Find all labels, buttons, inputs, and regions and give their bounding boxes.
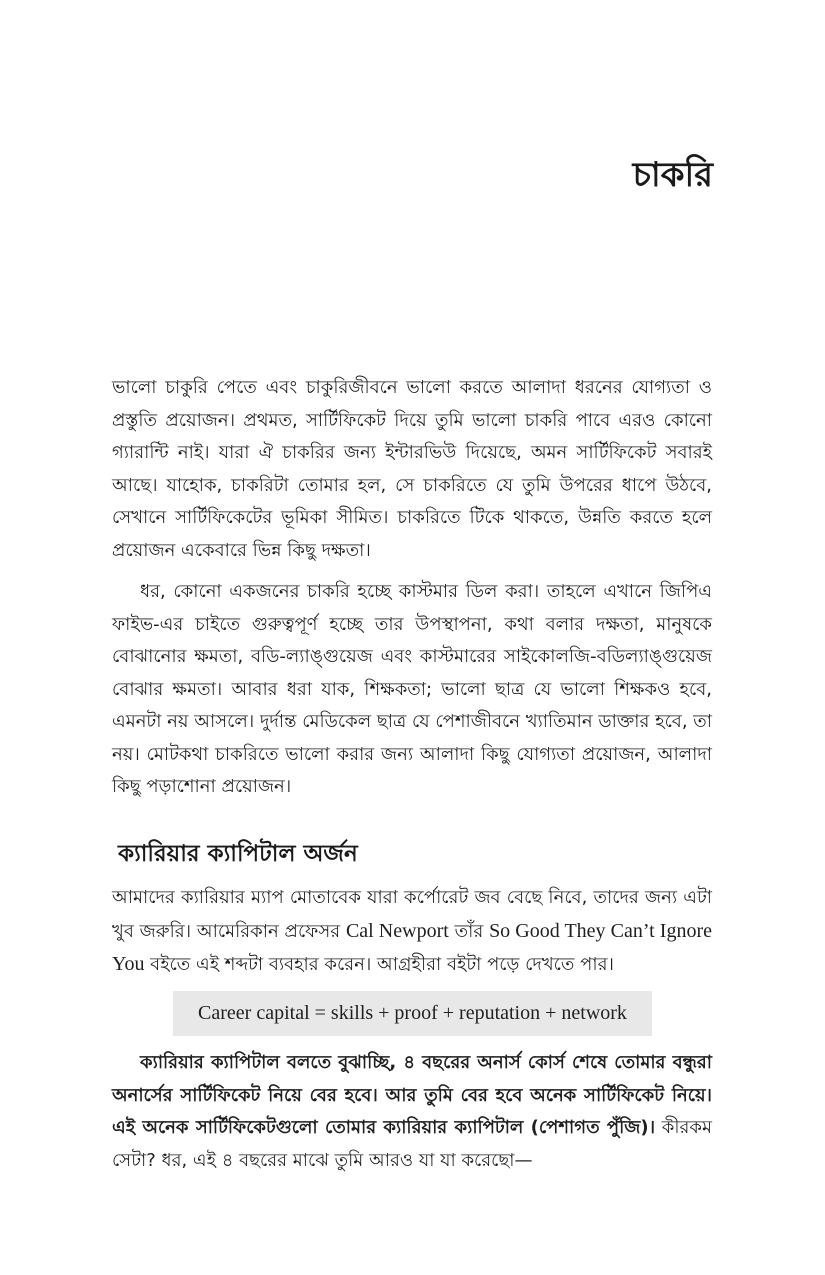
- formula-box: [173, 991, 652, 1036]
- intro-text-part3: বইতে এই শব্দটা ব্যবহার করেন। আগ্রহীরা বইটা পড়ে দেখতে পার।: [144, 954, 614, 975]
- intro-text-part2: তাঁর: [448, 920, 490, 942]
- paragraph-examples: ধর, কোনো একজনের চাকরি হচ্ছে কাস্টমার ডিল করা। তাহলে এখানে জিপিএ ফাইভ-এর চাইতে গুরুত্বপূর্ণ হচ্ছে তার উপস্থাপনা, কথা বলার দক্ষতা, মানুষকে বোঝানোর ক্ষমতা, বডি-ল্যাঙ্গুয়েজ এবং কাস্টমারের সাইকোলজি-বডিল্যাঙ্গুয়েজ বোঝার ক্ষমতা। আবার ধরা যাক, শিক্ষকতা; ভালো ছাত্র যে ভালো শিক্ষকও হবে, এমনটা নয় আসলে। দুর্দান্ত মেডিকেল ছাত্র যে পেশাজীবনে খ্যাতিমান ডাক্তার হবে, তা নয়। মোটকথা চাকরিতে ভালো করার জন্য আলাদা কিছু যোগ্যতা প্রয়োজন, আলাদা কিছু পড়াশোনা প্রয়োজন।: [112, 581, 712, 797]
- bold-explanation: ক্যারিয়ার ক্যাপিটাল বলতে বুঝাচ্ছি, ৪ বছরের অনার্স কোর্স শেষে তোমার বন্ধুরা অনার্সের সার্টিফিকেট নিয়ে বের হবে। আর তুমি বের হবে অনেক সার্টিফিকেট নিয়ে। এই অনেক সার্টিফিকেটগুলো তোমার ক্যারিয়ার ক্যাপিটাল (পেশাগত পুঁজি)।: [112, 1052, 712, 1138]
- paragraph-career-capital-intro: [112, 882, 712, 982]
- intro-text-part1: আমাদের ক্যারিয়ার ম্যাপ মোতাবেক যারা কর্পোরেট জব বেছে নিবে, তাদের জন্য এটা খুব জরুরি। আমেরিকান প্রফেসর: [112, 887, 712, 942]
- paragraph-intro: ভালো চাকুরি পেতে এবং চাকুরিজীবনে ভালো করতে আলাদা ধরনের যোগ্যতা ও প্রস্তুতি প্রয়োজন। প্রথমত, সার্টিফিকেট দিয়ে তুমি ভালো চাকরি পাবে এরও কোনো গ্যারান্টি নাই। যারা ঐ চাকরির জন্য ইন্টারভিউ দিয়েছে, অমন সার্টিফিকেট সবারই আছে। যাহোক, চাকরিটা তোমার হল, সে চাকরিতে যে তুমি উপরের ধাপে উঠবে, সেখানে সার্টিফিকেটের ভূমিকা সীমিত। চাকরিতে টিকে থাকতে, উন্নতি করতে হলে প্রয়োজন একেবারে ভিন্ন কিছু দক্ষতা।: [112, 377, 712, 561]
- book-title: So Good They Can’t Ignore You: [112, 919, 712, 975]
- paragraph-career-capital-explained: [112, 1047, 712, 1177]
- section-heading: ক্যারিয়ার ক্যাপিটাল অর্জন: [118, 841, 358, 867]
- author-name: Cal Newport: [345, 919, 449, 942]
- formula-text: Career capital = skills + proof + reputation + network: [198, 1002, 627, 1024]
- chapter-title: চাকরি: [632, 155, 713, 195]
- regular-continuation: কীরকম সেটা? ধর, এই ৪ বছরের মাঝে তুমি আরও যা যা করেছো—: [112, 1117, 713, 1171]
